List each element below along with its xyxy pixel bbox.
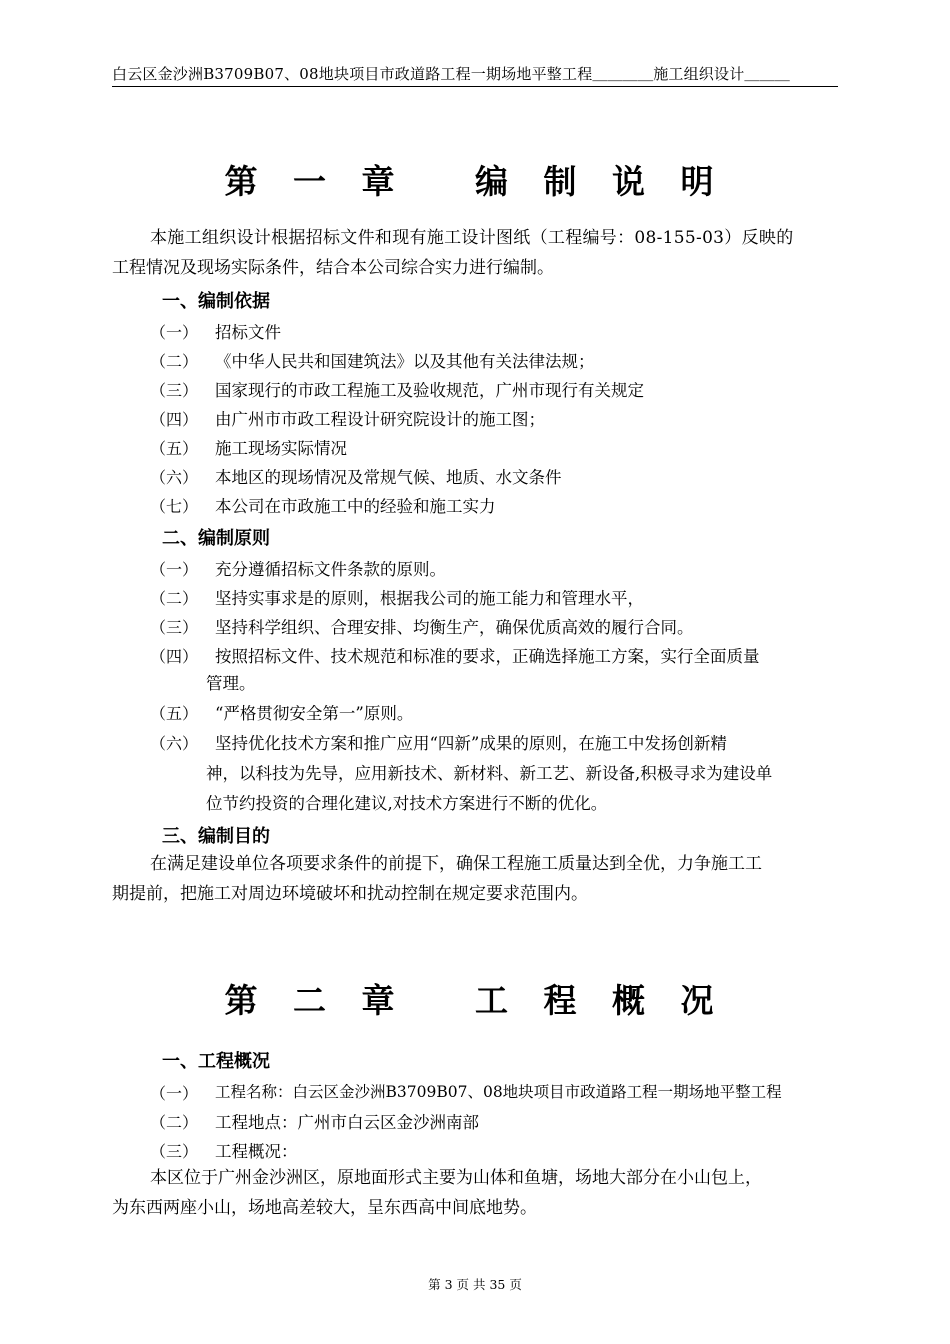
list-item-text: 工程概况： — [215, 1142, 298, 1161]
list-item-number: （四） — [150, 647, 199, 666]
list-item-number: （三） — [150, 1142, 199, 1161]
list-item-number: （一） — [150, 323, 199, 342]
list-item-text: 招标文件 — [215, 323, 281, 342]
purpose-line-1: 在满足建设单位各项要求条件的前提下，确保工程施工质量达到全优，力争施工工 — [150, 854, 762, 874]
list-item-number: （五） — [150, 704, 199, 723]
header-rule — [112, 86, 838, 87]
section-heading-basis: 一、编制依据 — [162, 291, 270, 312]
section-heading-principles: 二、编制原则 — [162, 528, 270, 549]
list-item-text: 由广州市市政工程设计研究院设计的施工图； — [215, 410, 545, 429]
list-item-text: 施工现场实际情况 — [215, 439, 347, 458]
list-item-number: （一） — [150, 1084, 199, 1103]
list-item-number: （三） — [150, 618, 199, 637]
chapter-2-title: 第 二 章 工 程 概 况 — [224, 981, 726, 1020]
page-number: 第 3 页 共 35 页 — [428, 1277, 522, 1292]
intro-line-1: 本施工组织设计根据招标文件和现有施工设计图纸（工程编号：08-155-03）反映的 — [150, 228, 794, 248]
list-item-text: 坚持优化技术方案和推广应用“四新”成果的原则，在施工中发扬创新精 — [215, 734, 727, 753]
list-item-text: 坚持科学组织、合理安排、均衡生产，确保优质高效的履行合同。 — [215, 618, 694, 637]
purpose-line-2: 期提前，把施工对周边环境破坏和扰动控制在规定要求范围内。 — [112, 884, 588, 904]
list-item-text: 按照招标文件、技术规范和标准的要求，正确选择施工方案，实行全面质量 — [215, 647, 760, 666]
list-item-text: 《中华人民共和国建筑法》以及其他有关法律法规； — [215, 352, 595, 371]
list-item-text: 本地区的现场情况及常规气候、地质、水文条件 — [215, 468, 562, 487]
list-item-number: （五） — [150, 439, 199, 458]
page-header: 白云区金沙洲B3709B07、08地块项目市政道路工程一期场地平整工程＿＿＿＿施工组织设计＿＿＿ — [112, 65, 790, 83]
list-item-text: 充分遵循招标文件条款的原则。 — [215, 560, 446, 579]
list-item-number: （二） — [150, 352, 199, 371]
list-item-number: （一） — [150, 560, 199, 579]
intro-line-2: 工程情况及现场实际条件，结合本公司综合实力进行编制。 — [112, 258, 554, 278]
overview-line-2: 为东西两座小山，场地高差较大，呈东西高中间底地势。 — [112, 1198, 537, 1218]
list-item-number: （七） — [150, 497, 199, 516]
list-item-number: （四） — [150, 410, 199, 429]
list-item-number: （三） — [150, 381, 199, 400]
list-item-continuation: 神，以科技为先导，应用新技术、新材料、新工艺、新设备,积极寻求为建设单 — [206, 764, 773, 783]
chapter-1-title: 第 一 章 编 制 说 明 — [224, 162, 726, 201]
list-item-text: 坚持实事求是的原则，根据我公司的施工能力和管理水平， — [215, 589, 644, 608]
list-item-number: （二） — [150, 589, 199, 608]
section-heading-overview: 一、工程概况 — [162, 1051, 270, 1072]
list-item-number: （六） — [150, 734, 199, 753]
list-item-text: 工程地点：广州市白云区金沙洲南部 — [215, 1113, 479, 1132]
list-item-text: 工程名称：白云区金沙洲B3709B07、08地块项目市政道路工程一期场地平整工程 — [215, 1083, 782, 1101]
list-item-continuation: 位节约投资的合理化建议,对技术方案进行不断的优化。 — [206, 794, 608, 813]
section-heading-purpose: 三、编制目的 — [162, 826, 270, 847]
list-item-text: 国家现行的市政工程施工及验收规范，广州市现行有关规定 — [215, 381, 644, 400]
list-item-text: 本公司在市政施工中的经验和施工实力 — [215, 497, 496, 516]
list-item-continuation: 管理。 — [206, 674, 256, 693]
list-item-number: （二） — [150, 1113, 199, 1132]
list-item-number: （六） — [150, 468, 199, 487]
overview-line-1: 本区位于广州金沙洲区，原地面形式主要为山体和鱼塘，场地大部分在小山包上， — [150, 1168, 762, 1188]
list-item-text: “严格贯彻安全第一”原则。 — [215, 704, 414, 723]
